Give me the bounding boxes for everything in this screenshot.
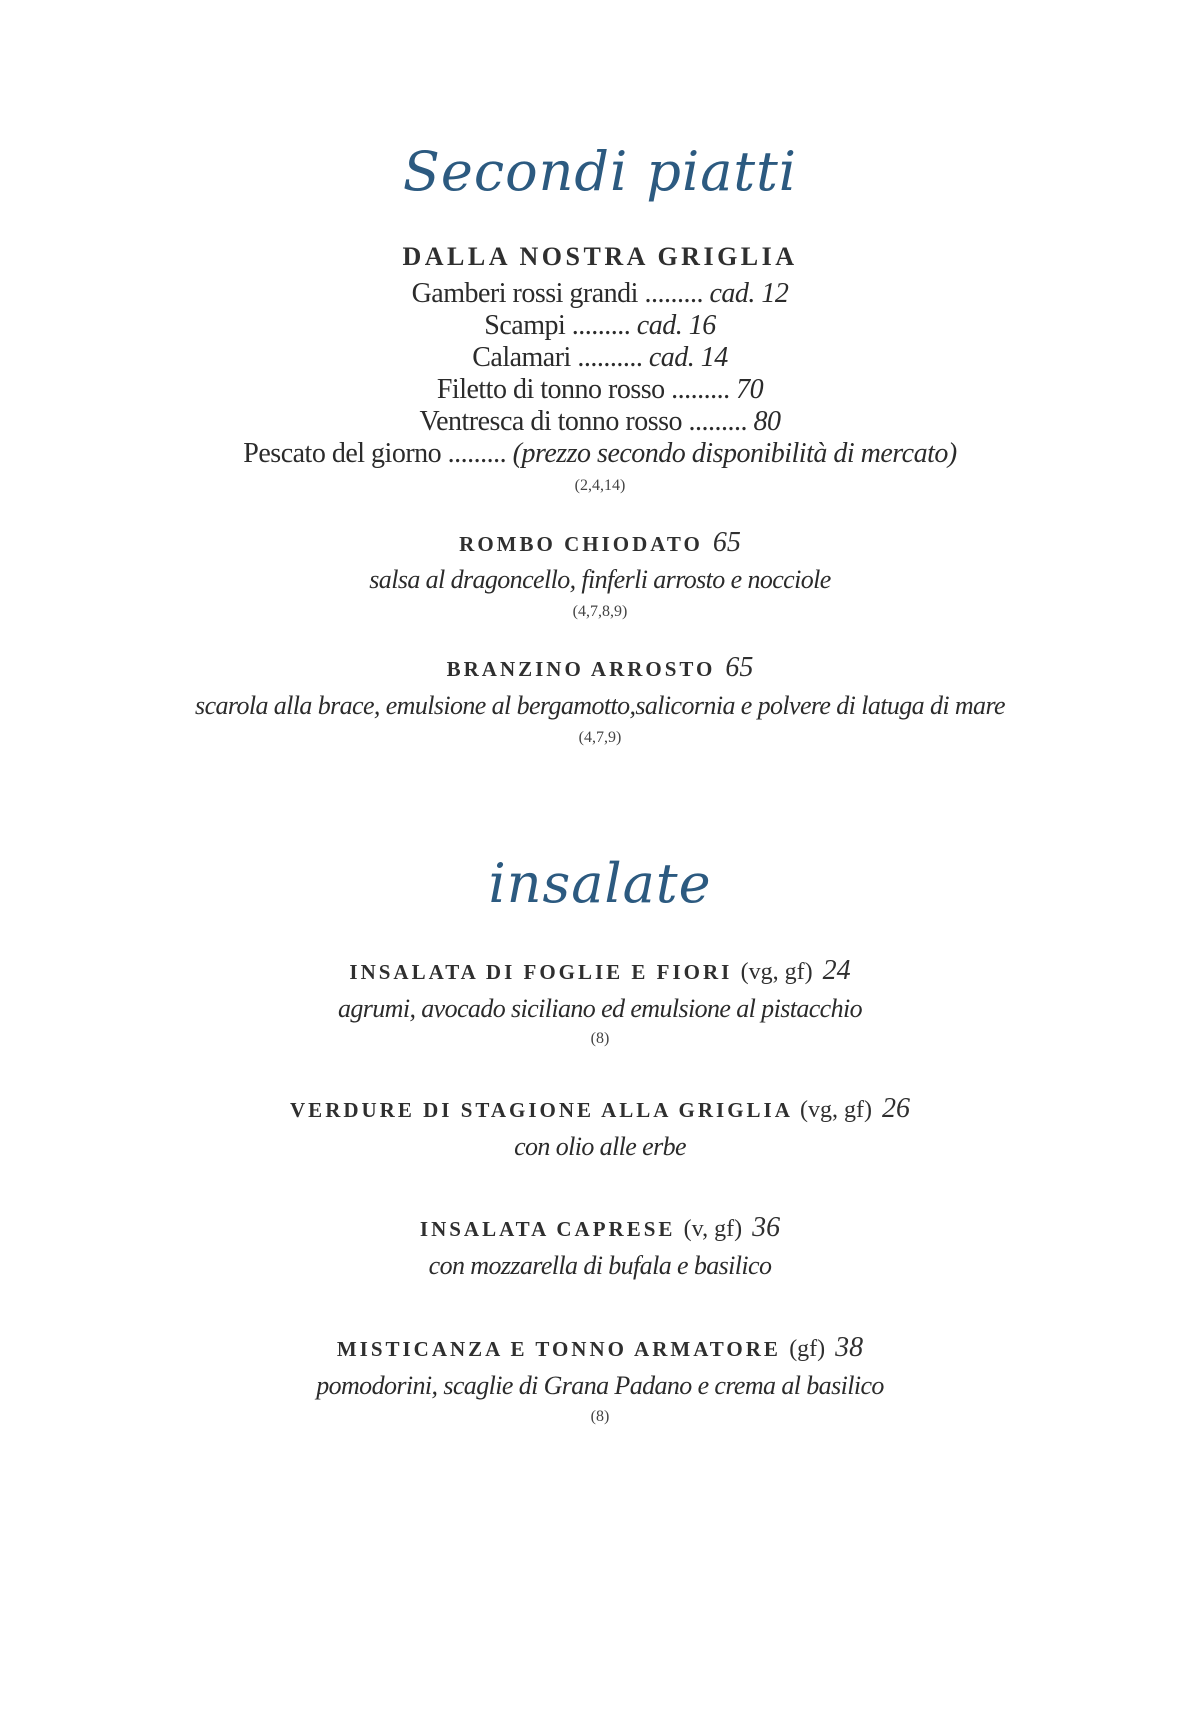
dish-name-line bbox=[0, 1212, 1200, 1244]
dish-price: 26 bbox=[881, 1093, 910, 1124]
dish-diet-tag: (vg, gf) bbox=[799, 1097, 872, 1123]
dish-diet-tag: (vg, gf) bbox=[740, 959, 813, 985]
grill-heading: DALLA NOSTRA GRIGLIA bbox=[402, 242, 798, 271]
dish-description: scarola alla brace, emulsione al bergamotto,salicornia e polvere di latuga di mare bbox=[195, 691, 1005, 720]
dish-name: INSALATA DI FOGLIE E FIORI bbox=[349, 960, 733, 984]
allergen-codes: (8) bbox=[590, 1408, 610, 1425]
dish-price: 38 bbox=[835, 1332, 864, 1363]
grill-item-dots: ......... bbox=[441, 438, 513, 469]
grill-item bbox=[0, 278, 1200, 310]
dish-price: 65 bbox=[712, 527, 741, 558]
grill-item-name: Scampi bbox=[484, 310, 566, 341]
grill-item bbox=[0, 374, 1200, 406]
grill-item-name: Pescato del giorno bbox=[243, 438, 442, 469]
dish-diet-tag: (v, gf) bbox=[683, 1216, 743, 1242]
section-title-insalate: insalate bbox=[488, 852, 712, 915]
dish-name-line bbox=[0, 1093, 1200, 1125]
section-title-secondi: Secondi piatti bbox=[402, 140, 798, 203]
allergen-codes: (8) bbox=[590, 1030, 610, 1047]
grill-item-name: Calamari bbox=[472, 342, 571, 373]
dish-name-line bbox=[0, 527, 1200, 559]
grill-item-price: cad. 12 bbox=[709, 278, 789, 309]
dish-name-line bbox=[0, 652, 1200, 684]
dish-name: ROMBO CHIODATO bbox=[459, 532, 703, 556]
grill-item bbox=[0, 310, 1200, 342]
dish-name: INSALATA CAPRESE bbox=[419, 1217, 676, 1241]
dish-name: BRANZINO ARROSTO bbox=[446, 657, 716, 681]
dish-description: agrumi, avocado siciliano ed emulsione al pistacchio bbox=[337, 994, 863, 1023]
dish-name-line bbox=[0, 955, 1200, 987]
dish-name: MISTICANZA E TONNO ARMATORE bbox=[336, 1337, 781, 1361]
dish-description: pomodorini, scaglie di Grana Padano e crema al basilico bbox=[316, 1371, 884, 1400]
grill-item bbox=[0, 438, 1200, 470]
grill-item-dots: ......... bbox=[637, 278, 710, 309]
grill-item-dots: ......... bbox=[565, 310, 637, 341]
dish-name-line bbox=[0, 1332, 1200, 1364]
grill-item bbox=[0, 406, 1200, 438]
allergen-codes: (2,4,14) bbox=[574, 477, 626, 494]
dish-price: 36 bbox=[752, 1212, 781, 1243]
dish-price: 24 bbox=[822, 955, 851, 986]
grill-item-name: Gamberi rossi grandi bbox=[411, 278, 638, 309]
grill-item-price: cad. 14 bbox=[648, 342, 728, 373]
allergen-codes: (4,7,8,9) bbox=[572, 603, 628, 620]
dish-name: VERDURE DI STAGIONE ALLA GRIGLIA bbox=[290, 1098, 792, 1122]
grill-item-price: 80 bbox=[753, 406, 781, 437]
grill-item-dots: ......... bbox=[682, 406, 754, 437]
dish-diet-tag: (gf) bbox=[789, 1336, 826, 1362]
allergen-codes: (4,7,9) bbox=[578, 729, 622, 746]
grill-item-price: 70 bbox=[736, 374, 764, 405]
grill-item bbox=[0, 342, 1200, 374]
dish-description: salsa al dragoncello, finferli arrosto e nocciole bbox=[369, 565, 831, 594]
grill-item-price: (prezzo secondo disponibilità di mercato) bbox=[512, 438, 957, 469]
grill-item-dots: ......... bbox=[664, 374, 737, 405]
grill-item-name: Ventresca di tonno rosso bbox=[419, 406, 682, 437]
dish-description: con olio alle erbe bbox=[514, 1132, 686, 1161]
dish-price: 65 bbox=[725, 652, 754, 683]
grill-item-name: Filetto di tonno rosso bbox=[436, 374, 665, 405]
grill-item-dots: .......... bbox=[570, 342, 649, 373]
grill-item-price: cad. 16 bbox=[636, 310, 716, 341]
dish-description: con mozzarella di bufala e basilico bbox=[428, 1251, 772, 1280]
